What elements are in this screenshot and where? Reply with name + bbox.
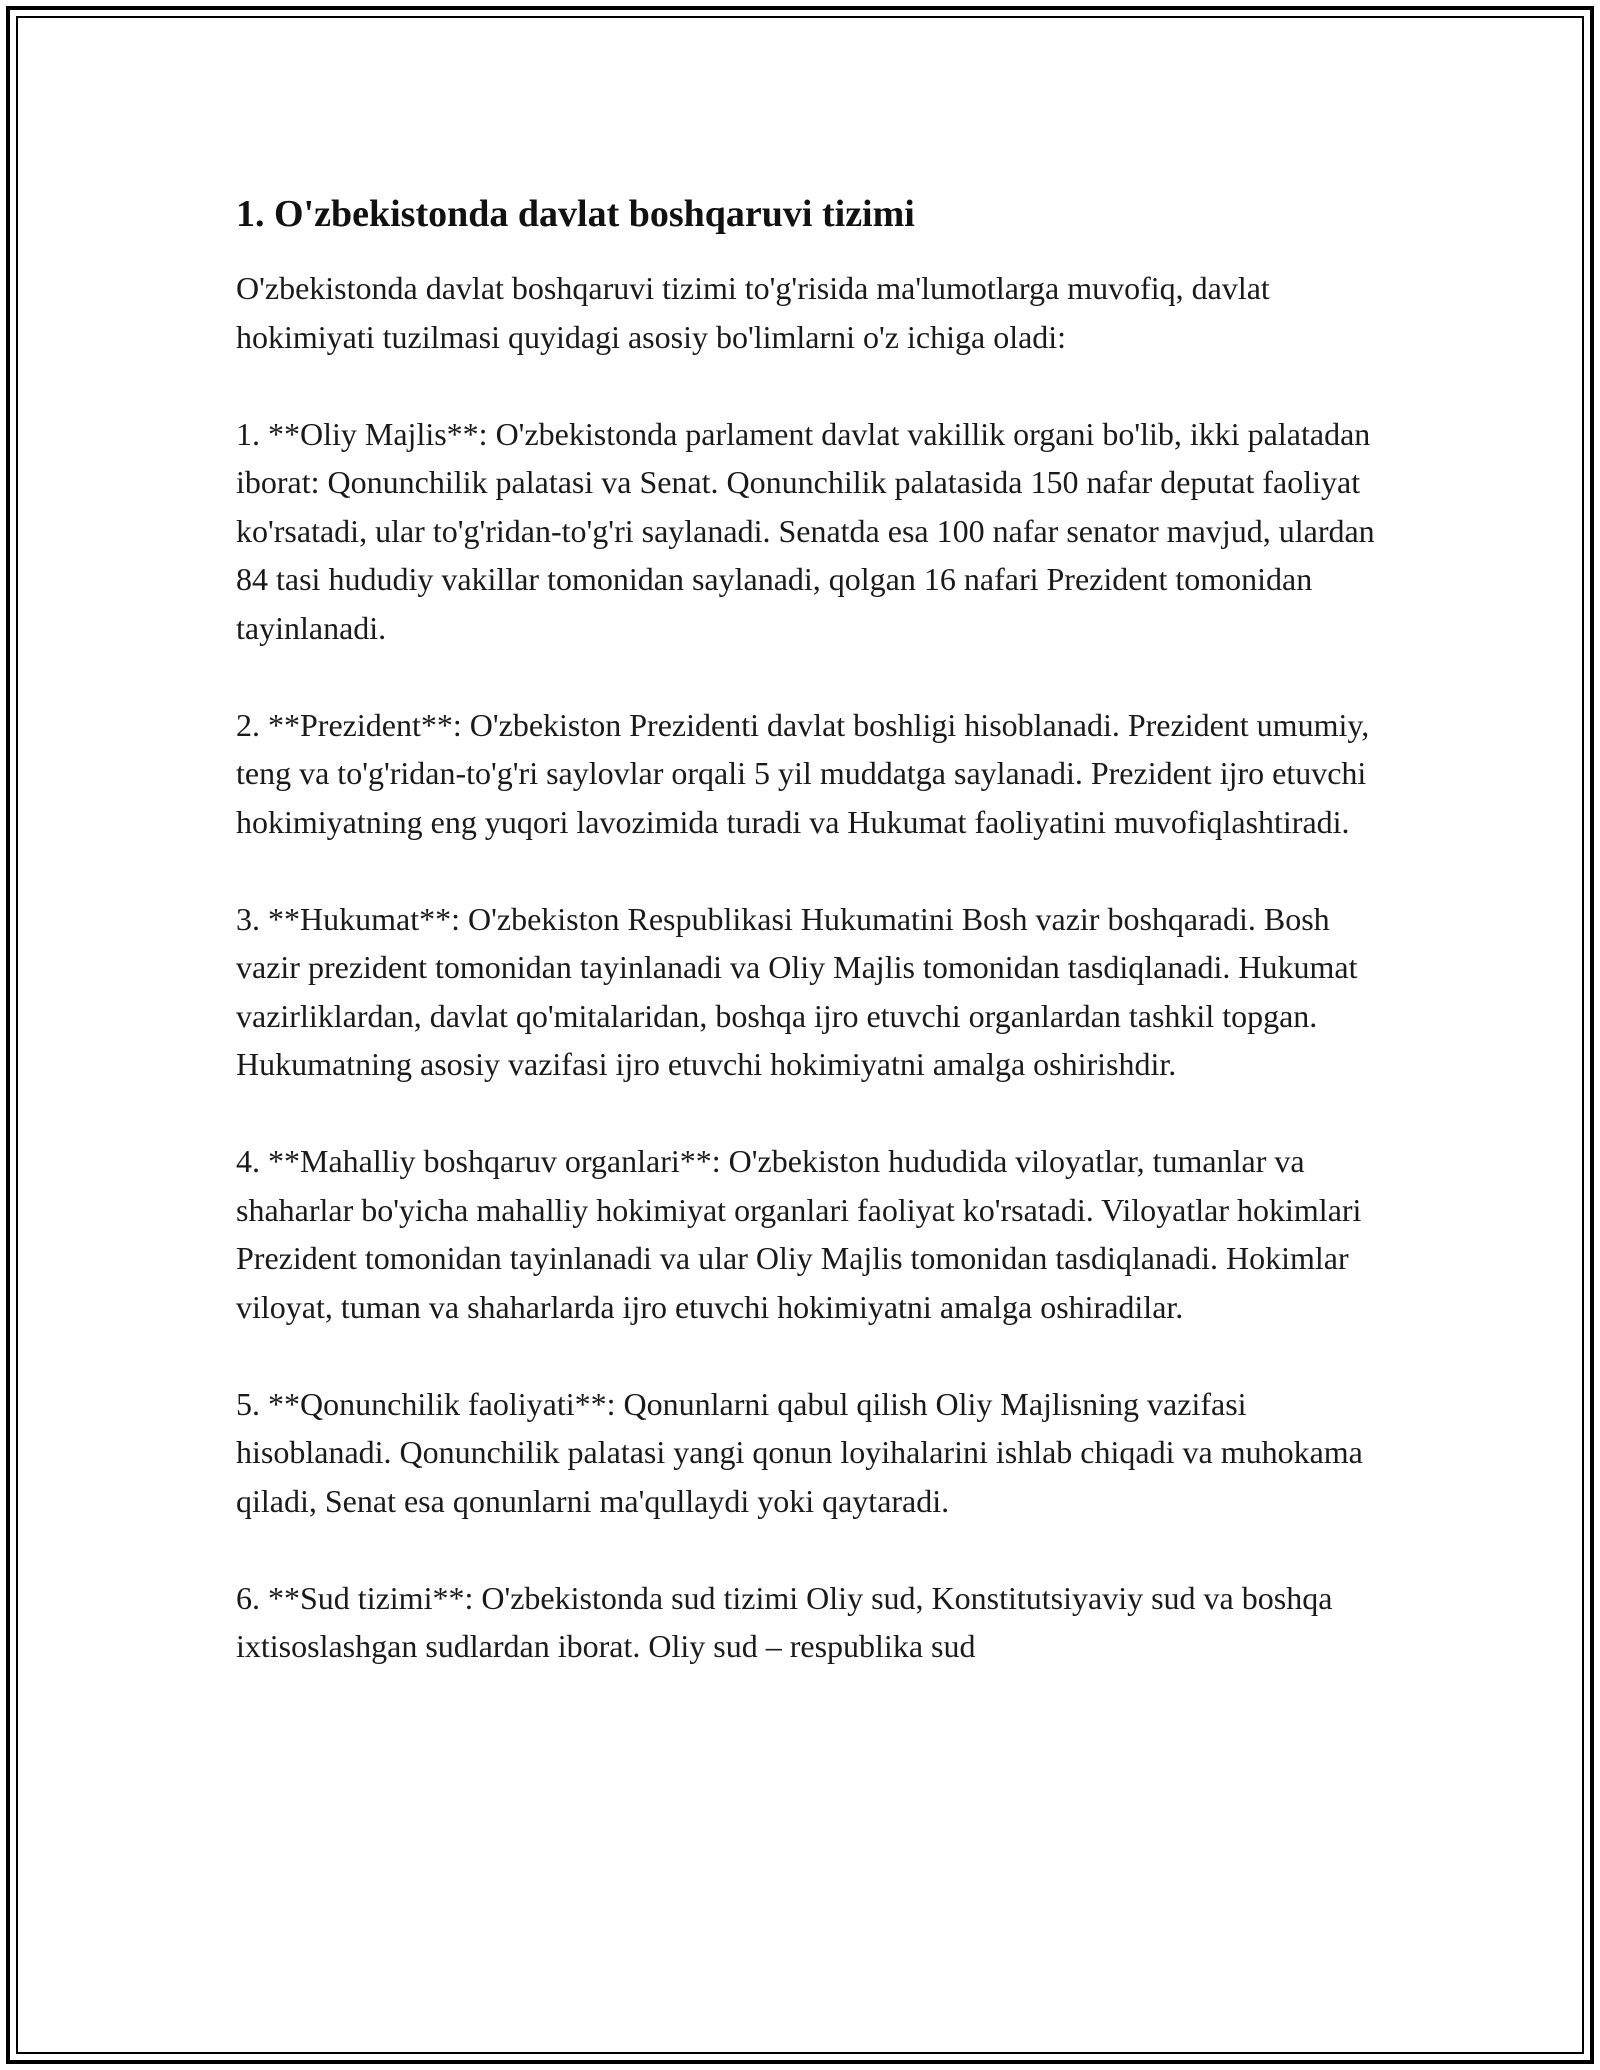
list-item-hukumat: 3. **Hukumat**: O'zbekiston Respublikasi Hukumatini Bosh vazir boshqaradi. Bosh vazir prezident tomonidan tayinlanadi va Oliy Majlis tomonidan tasdiqlanadi. Hukumat vazirliklardan, davlat qo'mitalaridan, boshqa ijro etuvchi organlardan tashkil topgan. Hukumatning asosiy vazifasi ijro etuvchi hokimiyatni amalga oshirishdir.	[236, 900, 1358, 1082]
intro-paragraph: O'zbekistonda davlat boshqaruvi tizimi to'g'risida ma'lumotlarga muvofiq, davlat hokimiyati tuzilmasi quyidagi asosiy bo'limlarni o'z ichiga oladi:	[236, 270, 1270, 355]
list-item-prezident: 2. **Prezident**: O'zbekiston Prezidenti davlat boshligi hisoblanadi. Prezident umumiy, teng va to'g'ridan-to'g'ri saylovlar orqali 5 yil muddatga saylanadi. Prezident ijro etuvchi hokimiyatning eng yuqori lavozimida turadi va Hukumat faoliyatini muvofiqlashtiradi.	[236, 706, 1370, 840]
list-item-sud-tizimi: 6. **Sud tizimi**: O'zbekistonda sud tizimi Oliy sud, Konstitutsiyaviy sud va boshqa ixtisoslashgan sudlardan iborat. Oliy sud – respublika sud	[236, 1579, 1333, 1664]
document-title: 1. O'zbekistonda davlat boshqaruvi tizimi	[236, 193, 915, 235]
list-item-mahalliy-boshqaruv: 4. **Mahalliy boshqaruv organlari**: O'zbekiston hududida viloyatlar, tumanlar va shaharlar bo'yicha mahalliy hokimiyat organlari faoliyat ko'rsatadi. Viloyatlar hokimlari Prezident tomonidan tayinlanadi va ular Oliy Majlis tomonidan tasdiqlanadi. Hokimlar viloyat, tuman va shaharlarda ijro etuvchi hokimiyatni amalga oshiradilar.	[236, 1143, 1362, 1325]
list-item-oliy-majlis: 1. **Oliy Majlis**: O'zbekistonda parlament davlat vakillik organi bo'lib, ikki palatadan iborat: Qonunchilik palatasi va Senat. Qonunchilik palatasida 150 nafar deputat faoliyat ko'rsatadi, ular to'g'ridan-to'g'ri saylanadi. Senatda esa 100 nafar senator mavjud, ulardan 84 tasi hududiy vakillar tomonidan saylanadi, qolgan 16 nafari Prezident tomonidan tayinlanadi.	[236, 415, 1375, 646]
document-body	[236, 186, 1386, 1671]
list-item-qonunchilik-faoliyati: 5. **Qonunchilik faoliyati**: Qonunlarni qabul qilish Oliy Majlisning vazifasi hisoblanadi. Qonunchilik palatasi yangi qonun loyihalarini ishlab chiqadi va muhokama qiladi, Senat esa qonunlarni ma'qullaydi yoki qaytaradi.	[236, 1385, 1363, 1519]
